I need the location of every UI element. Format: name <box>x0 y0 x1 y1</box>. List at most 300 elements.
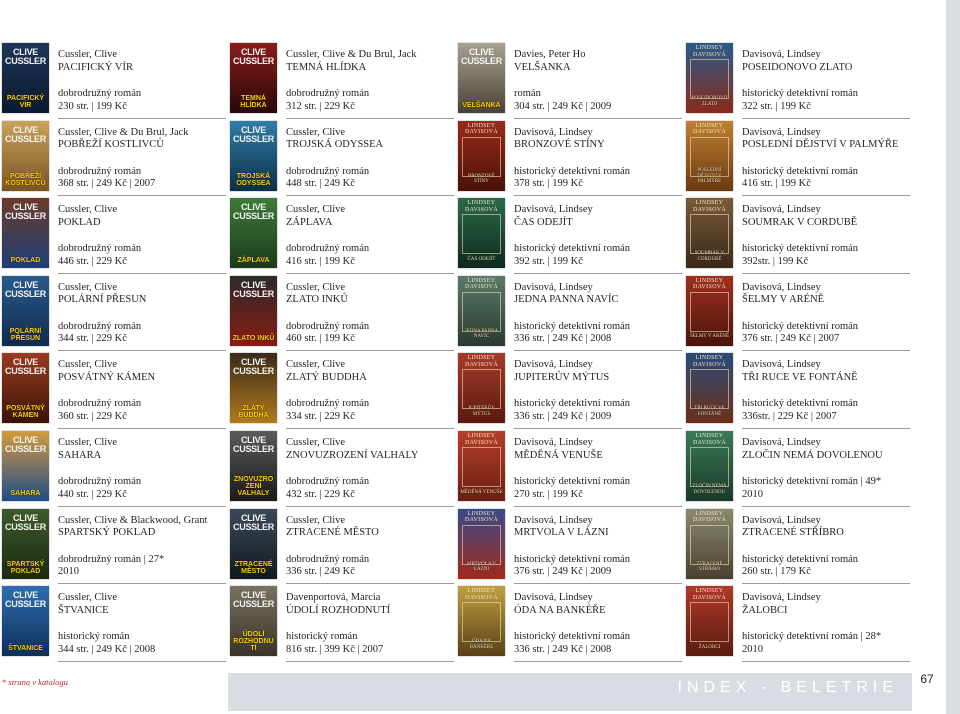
book-genre: historický detektivní román <box>742 553 859 565</box>
book-details: 432 str. | 229 Kč <box>286 488 355 500</box>
row-divider <box>514 661 682 662</box>
book-header <box>58 127 226 152</box>
cover-author: CLIVE CUSSLER <box>233 279 274 299</box>
book-genre: historický detektivní román <box>514 243 631 255</box>
book-cover[interactable] <box>230 121 277 191</box>
book-genre: historický detektivní román <box>742 88 859 99</box>
book-author: Cussler, Clive <box>58 437 118 448</box>
book-cover[interactable] <box>686 43 733 113</box>
book-author: Cussler, Clive <box>58 359 118 371</box>
catalog-entry[interactable] <box>456 429 682 507</box>
book-author: Davisová, Lindsey <box>742 592 821 604</box>
book-title[interactable]: ZTRACENÉ MĚSTO <box>286 527 379 539</box>
book-cover[interactable] <box>2 198 49 268</box>
book-details: 2010 <box>742 488 763 500</box>
book-title[interactable]: SOUMRAK V CORDUBĚ <box>742 216 858 228</box>
footnote <box>2 677 68 687</box>
catalog-entry[interactable] <box>456 584 682 662</box>
cover-title: SOUMRAK V CORDUBĚ <box>694 251 725 262</box>
catalog-entry[interactable] <box>456 507 682 585</box>
book-meta <box>514 321 682 346</box>
book-genre: historický detektivní román <box>742 165 859 177</box>
book-cover[interactable] <box>458 586 505 656</box>
cover-title: ZLOČIN NEMÁ DOVOLENOU <box>692 484 727 495</box>
cover-author: LINDSEY DAVISOVÁ <box>693 45 726 58</box>
book-title[interactable]: ZLATÝ BUDDHA <box>286 371 367 383</box>
book-author: Davies, Peter Ho <box>514 49 586 60</box>
book-meta <box>286 321 454 346</box>
book-author: Davisová, Lindsey <box>742 126 821 138</box>
cover-title: POKLAD <box>10 257 41 265</box>
book-cover[interactable] <box>458 431 505 501</box>
cover-author: CLIVE CUSSLER <box>233 202 274 222</box>
cover-author: LINDSEY DAVISOVÁ <box>693 355 726 368</box>
book-author: Cussler, Clive & Du Brul, Jack <box>58 126 189 138</box>
book-genre: dobrodružný román | 27* <box>58 553 165 565</box>
footnote-text: strana v katalogu <box>8 677 68 687</box>
book-author: Davisová, Lindsey <box>514 437 593 448</box>
book-meta <box>58 398 226 423</box>
cover-frame <box>462 602 501 642</box>
catalog-entry[interactable] <box>228 584 454 662</box>
catalog-entry[interactable] <box>228 119 454 197</box>
book-cover[interactable] <box>686 198 733 268</box>
cover-author: LINDSEY DAVISOVÁ <box>465 588 498 601</box>
book-details: 360 str. | 229 Kč <box>58 410 127 422</box>
catalog-entry[interactable] <box>684 274 910 352</box>
book-meta <box>286 476 454 501</box>
book-details: 312 str. | 229 Kč <box>286 100 355 112</box>
book-title[interactable]: TEMNÁ HLÍDKA <box>286 61 367 73</box>
cover-title: TŘI RUCE VE FONTÁNĚ <box>694 406 725 417</box>
book-genre: historický detektivní román <box>514 553 631 565</box>
book-meta <box>58 321 226 346</box>
book-meta <box>742 321 910 346</box>
book-author: Cussler, Clive <box>58 204 118 216</box>
cover-title: VELŠANKA <box>462 102 501 109</box>
cover-author: CLIVE CUSSLER <box>461 47 502 66</box>
cover-title: SPARTSKÝ POKLAD <box>6 560 45 575</box>
book-meta <box>286 398 454 423</box>
book-header <box>742 282 910 307</box>
catalog-entry[interactable] <box>456 351 682 429</box>
cover-author: CLIVE CUSSLER <box>5 357 46 377</box>
book-title[interactable]: POSLEDNÍ DĚJSTVÍ V PALMÝŘE <box>742 139 899 151</box>
book-header <box>514 437 682 462</box>
cover-frame <box>462 292 501 332</box>
cover-author: CLIVE CUSSLER <box>5 124 46 144</box>
cover-author: LINDSEY DAVISOVÁ <box>465 355 498 368</box>
cover-frame <box>690 602 729 642</box>
cover-title: POSLEDNÍ DĚJSTVÍ V PALMÝŘE <box>697 168 722 185</box>
book-details: 440 str. | 229 Kč <box>58 488 127 500</box>
book-header <box>514 282 682 307</box>
book-genre: dobrodružný román <box>286 553 370 565</box>
row-divider <box>58 661 226 662</box>
book-header <box>286 515 454 540</box>
book-cover[interactable] <box>230 509 277 579</box>
cover-title: ZÁPLAVA <box>237 257 270 265</box>
book-header <box>514 204 682 229</box>
book-author: Cussler, Clive <box>286 204 346 216</box>
catalog-entry[interactable] <box>0 119 226 197</box>
cover-frame <box>462 137 501 177</box>
book-title[interactable]: TROJSKÁ ODYSSEA <box>286 139 384 151</box>
book-header <box>286 282 454 307</box>
book-genre: historický detektivní román <box>514 398 631 410</box>
page-number: 67 <box>912 666 942 692</box>
cover-author: LINDSEY DAVISOVÁ <box>693 122 726 136</box>
catalog-entry[interactable] <box>0 507 226 585</box>
index-label: INDEX - BELETRIE <box>677 679 898 696</box>
cover-title: ČAS ODEJÍT <box>467 256 496 262</box>
catalog-entry[interactable] <box>456 41 682 119</box>
book-title[interactable]: ŽALOBCI <box>742 604 788 616</box>
book-author: Davenportová, Marcia <box>286 592 381 604</box>
book-meta <box>286 631 454 656</box>
book-details: 392str. | 199 Kč <box>742 255 809 267</box>
book-header <box>286 49 454 74</box>
cover-title: TROJSKÁ ODYSSEA <box>236 172 271 187</box>
book-title[interactable]: ZNOVUZROZENÍ VALHALY <box>286 449 419 461</box>
catalog-entry[interactable] <box>228 351 454 429</box>
book-genre: dobrodružný román <box>286 398 370 410</box>
cover-frame <box>690 292 729 332</box>
book-cover[interactable] <box>2 431 49 501</box>
book-header <box>514 359 682 384</box>
book-genre: historický román <box>286 631 358 643</box>
cover-author: CLIVE CUSSLER <box>5 279 46 299</box>
book-cover[interactable] <box>458 43 505 113</box>
book-meta <box>58 166 226 191</box>
book-meta <box>742 88 910 113</box>
book-cover[interactable] <box>686 353 733 423</box>
cover-author: CLIVE CUSSLER <box>233 357 274 377</box>
catalog-entry[interactable] <box>684 41 910 119</box>
book-genre: historický detektivní román | 49* <box>742 476 882 487</box>
book-cover[interactable] <box>230 586 277 656</box>
footnote-star: * <box>2 677 7 687</box>
book-title[interactable]: POBŘEŽÍ KOSTLIVCŮ <box>58 139 164 151</box>
book-meta <box>514 88 682 113</box>
book-author: Cussler, Clive <box>58 592 118 604</box>
cover-author: CLIVE CUSSLER <box>5 590 46 610</box>
index-bar <box>228 673 912 711</box>
book-cover[interactable] <box>230 431 277 501</box>
book-header <box>514 592 682 617</box>
book-genre: dobrodružný román <box>58 165 142 177</box>
book-header <box>742 49 910 74</box>
book-title[interactable]: ZÁPLAVA <box>286 216 333 228</box>
book-cover[interactable] <box>458 509 505 579</box>
book-header <box>58 515 226 540</box>
row-divider <box>742 661 910 662</box>
book-cover[interactable] <box>230 198 277 268</box>
catalog-entry[interactable] <box>0 41 226 119</box>
book-title[interactable]: ÓDA NA BANKÉŘE <box>514 604 606 616</box>
book-title[interactable]: POSVÁTNÝ KÁMEN <box>58 371 156 383</box>
cover-title: POSEIDONOVO ZLATO <box>691 96 728 107</box>
cover-title: ŠELMY V ARÉNĚ <box>689 334 730 340</box>
book-header <box>742 592 910 617</box>
cover-title: BRONZOVÉ STÍNY <box>467 173 496 185</box>
book-cover[interactable] <box>458 276 505 346</box>
row-divider <box>286 661 454 662</box>
book-meta <box>514 243 682 268</box>
catalog-entry[interactable] <box>228 196 454 274</box>
catalog-grid <box>0 41 912 663</box>
book-header <box>286 437 454 462</box>
book-details: 378 str. | 199 Kč <box>514 178 583 190</box>
catalog-entry[interactable] <box>0 429 226 507</box>
book-details: 368 str. | 249 Kč | 2007 <box>58 178 156 190</box>
book-header <box>58 437 226 462</box>
book-header <box>286 127 454 152</box>
book-title[interactable]: ČAS ODEJÍT <box>514 216 573 228</box>
book-cover[interactable] <box>2 276 49 346</box>
book-details: 460 str. | 199 Kč <box>286 333 355 345</box>
cover-title: POBŘEŽÍ KOSTLIVCŮ <box>5 172 46 187</box>
cover-author: CLIVE CUSSLER <box>5 202 46 222</box>
book-meta <box>742 476 910 501</box>
book-header <box>742 127 910 152</box>
book-details: 334 str. | 229 Kč <box>286 410 355 422</box>
book-title[interactable]: SAHARA <box>58 449 102 461</box>
book-author: Cussler, Clive <box>286 437 346 448</box>
book-author: Davisová, Lindsey <box>514 281 593 293</box>
cover-title: ŠTVANICE <box>8 645 43 653</box>
book-cover[interactable] <box>458 198 505 268</box>
book-meta <box>58 554 226 579</box>
book-author: Cussler, Clive & Blackwood, Grant <box>58 514 208 526</box>
book-title[interactable]: SPARTSKÝ POKLAD <box>58 527 156 539</box>
book-header <box>742 359 910 384</box>
book-author: Davisová, Lindsey <box>742 204 821 216</box>
catalog-entry[interactable] <box>0 584 226 662</box>
book-author: Cussler, Clive <box>286 281 346 293</box>
book-cover[interactable] <box>2 586 49 656</box>
book-cover[interactable] <box>458 121 505 191</box>
book-genre: historický detektivní román | 28* <box>742 631 882 643</box>
book-meta <box>742 243 910 268</box>
book-author: Davisová, Lindsey <box>742 281 821 293</box>
cover-title: ŽALOBCI <box>698 644 721 650</box>
catalog-entry[interactable] <box>684 351 910 429</box>
book-meta <box>742 554 910 579</box>
book-details: 416 str. | 199 Kč <box>742 178 811 190</box>
book-title[interactable]: ZTRACENÉ STŘÍBRO <box>742 527 844 539</box>
catalog-entry[interactable] <box>456 274 682 352</box>
book-cover[interactable] <box>2 509 49 579</box>
book-header <box>286 204 454 229</box>
book-meta <box>286 88 454 113</box>
cover-author: LINDSEY DAVISOVÁ <box>693 200 726 213</box>
book-details: 336 str. | 249 Kč <box>286 566 355 578</box>
book-details: 336 str. | 249 Kč | 2009 <box>514 410 612 422</box>
book-header <box>286 359 454 384</box>
cover-title: TEMNÁ HLÍDKA <box>240 95 267 109</box>
book-header <box>286 592 454 617</box>
book-author: Davisová, Lindsey <box>514 204 593 216</box>
book-meta <box>286 166 454 191</box>
cover-title: ZNOVUZROZENÍ VALHALY <box>233 476 274 497</box>
book-details: 344 str. | 229 Kč <box>58 333 127 345</box>
catalog-entry[interactable] <box>684 196 910 274</box>
cover-frame <box>690 525 729 565</box>
catalog-entry[interactable] <box>0 196 226 274</box>
cover-title: SAHARA <box>10 490 41 497</box>
book-genre: historický detektivní román <box>742 398 859 410</box>
book-genre: historický detektivní román <box>514 631 631 643</box>
book-author: Davisová, Lindsey <box>514 359 593 371</box>
catalog-entry[interactable] <box>228 274 454 352</box>
cover-author: LINDSEY DAVISOVÁ <box>693 277 726 291</box>
book-header <box>58 282 226 307</box>
book-cover[interactable] <box>2 121 49 191</box>
catalog-entry[interactable] <box>228 41 454 119</box>
cover-author: CLIVE CUSSLER <box>233 435 274 454</box>
book-genre: dobrodružný román <box>286 243 370 255</box>
book-details: 336 str. | 249 Kč | 2008 <box>514 643 612 655</box>
book-genre: historický detektivní román <box>742 320 859 332</box>
book-details: 2010 <box>742 643 763 655</box>
cover-author: LINDSEY DAVISOVÁ <box>465 433 498 446</box>
cover-title: MĚDĚNÁ VENUŠE <box>460 489 503 495</box>
catalog-entry[interactable] <box>684 429 910 507</box>
book-title[interactable]: POLÁRNÍ PŘESUN <box>58 294 147 306</box>
book-author: Cussler, Clive <box>286 126 346 138</box>
right-edge-strip <box>946 0 960 714</box>
cover-author: CLIVE CUSSLER <box>233 47 274 66</box>
book-title[interactable]: ŠELMY V ARÉNĚ <box>742 294 825 306</box>
book-details: 448 str. | 249 Kč <box>286 178 355 190</box>
book-genre: dobrodružný román <box>286 88 370 99</box>
book-author: Cussler, Clive <box>58 281 118 293</box>
book-details: 816 str. | 399 Kč | 2007 <box>286 643 384 655</box>
cover-frame <box>690 214 729 254</box>
cover-author: CLIVE CUSSLER <box>5 512 46 532</box>
cover-title: ZLATÝ BUDDHA <box>238 405 269 420</box>
book-title[interactable]: MĚDĚNÁ VENUŠE <box>514 449 603 461</box>
cover-title: JEDNA PANNA NAVÍC <box>464 328 499 340</box>
book-meta <box>514 476 682 501</box>
cover-title: JUPITERŮV MÝTUS <box>468 406 495 417</box>
book-author: Cussler, Clive <box>286 514 346 526</box>
book-details: 344 str. | 249 Kč | 2008 <box>58 643 156 655</box>
book-meta <box>514 398 682 423</box>
book-genre: historický detektivní román <box>514 476 631 487</box>
book-details: 2010 <box>58 566 79 578</box>
book-cover[interactable] <box>686 431 733 501</box>
book-title[interactable]: JUPITERŮV MÝTUS <box>514 371 610 383</box>
book-cover[interactable] <box>686 586 733 656</box>
book-author: Cussler, Clive <box>58 49 118 60</box>
book-meta <box>58 243 226 268</box>
book-meta <box>742 398 910 423</box>
catalog-entry[interactable] <box>684 507 910 585</box>
catalog-entry[interactable] <box>228 507 454 585</box>
book-cover[interactable] <box>686 509 733 579</box>
book-cover[interactable] <box>230 353 277 423</box>
book-cover[interactable] <box>2 353 49 423</box>
book-cover[interactable] <box>458 353 505 423</box>
book-details: 260 str. | 179 Kč <box>742 566 811 578</box>
book-title[interactable]: ÚDOLÍ ROZHODNUTÍ <box>286 604 391 616</box>
catalog-entry[interactable] <box>228 429 454 507</box>
book-title[interactable]: TŘI RUCE VE FONTÁNĚ <box>742 371 858 383</box>
catalog-entry[interactable] <box>0 351 226 429</box>
book-genre: dobrodružný román <box>58 243 142 255</box>
book-author: Davisová, Lindsey <box>742 437 821 448</box>
book-header <box>742 437 910 462</box>
book-genre: dobrodružný román <box>286 476 370 487</box>
book-author: Davisová, Lindsey <box>742 514 821 526</box>
book-details: 322 str. | 199 Kč <box>742 100 811 112</box>
book-header <box>742 204 910 229</box>
book-details: 376 str. | 249 Kč | 2007 <box>742 333 840 345</box>
book-header <box>514 515 682 540</box>
book-header <box>58 204 226 229</box>
book-cover[interactable] <box>686 276 733 346</box>
cover-author: LINDSEY DAVISOVÁ <box>465 122 498 136</box>
book-details: 446 str. | 229 Kč <box>58 255 127 267</box>
cover-frame <box>462 447 501 487</box>
book-title[interactable]: ZLOČIN NEMÁ DOVOLENOU <box>742 449 883 461</box>
book-title[interactable]: POSEIDONOVO ZLATO <box>742 61 853 73</box>
book-cover[interactable] <box>230 276 277 346</box>
cover-title: PACIFICKÝ VÍR <box>6 95 45 109</box>
book-cover[interactable] <box>230 43 277 113</box>
cover-author: LINDSEY DAVISOVÁ <box>465 510 498 524</box>
cover-author: CLIVE CUSSLER <box>5 435 46 454</box>
book-genre: historický detektivní román <box>514 320 631 332</box>
book-title[interactable]: MRTVOLA V LÁZNI <box>514 527 609 539</box>
cover-frame <box>462 214 501 254</box>
catalog-entry[interactable] <box>684 584 910 662</box>
book-details: 336str. | 229 Kč | 2007 <box>742 410 837 422</box>
book-title[interactable]: POKLAD <box>58 216 101 228</box>
book-title[interactable]: ŠTVANICE <box>58 604 109 616</box>
book-author: Davisová, Lindsey <box>742 49 821 60</box>
book-title[interactable]: PACIFICKÝ VÍR <box>58 61 133 73</box>
book-header <box>742 515 910 540</box>
cover-title: ZTRACENÉ STŘÍBRO <box>696 561 723 573</box>
book-title[interactable]: JEDNA PANNA NAVÍC <box>514 294 619 306</box>
cover-author: CLIVE CUSSLER <box>233 512 274 532</box>
book-meta <box>514 631 682 656</box>
book-meta <box>514 554 682 579</box>
cover-author: LINDSEY DAVISOVÁ <box>693 510 726 524</box>
catalog-entry[interactable] <box>456 119 682 197</box>
catalog-entry[interactable] <box>0 274 226 352</box>
book-genre: dobrodružný román <box>58 476 142 487</box>
book-genre: historický detektivní román <box>742 243 859 255</box>
book-genre: dobrodružný román <box>58 398 142 410</box>
cover-title: ZLATO INKŮ <box>232 334 275 342</box>
cover-author: LINDSEY DAVISOVÁ <box>465 277 498 291</box>
cover-author: LINDSEY DAVISOVÁ <box>693 433 726 446</box>
catalog-entry[interactable] <box>456 196 682 274</box>
book-title[interactable]: ZLATO INKŮ <box>286 294 348 306</box>
book-cover[interactable] <box>686 121 733 191</box>
cover-frame <box>690 447 729 487</box>
book-meta <box>286 243 454 268</box>
book-cover[interactable] <box>2 43 49 113</box>
book-title[interactable]: BRONZOVÉ STÍNY <box>514 139 605 151</box>
book-title[interactable]: VELŠANKA <box>514 61 571 73</box>
catalog-entry[interactable] <box>684 119 910 197</box>
book-details: 336 str. | 249 Kč | 2008 <box>514 333 612 345</box>
